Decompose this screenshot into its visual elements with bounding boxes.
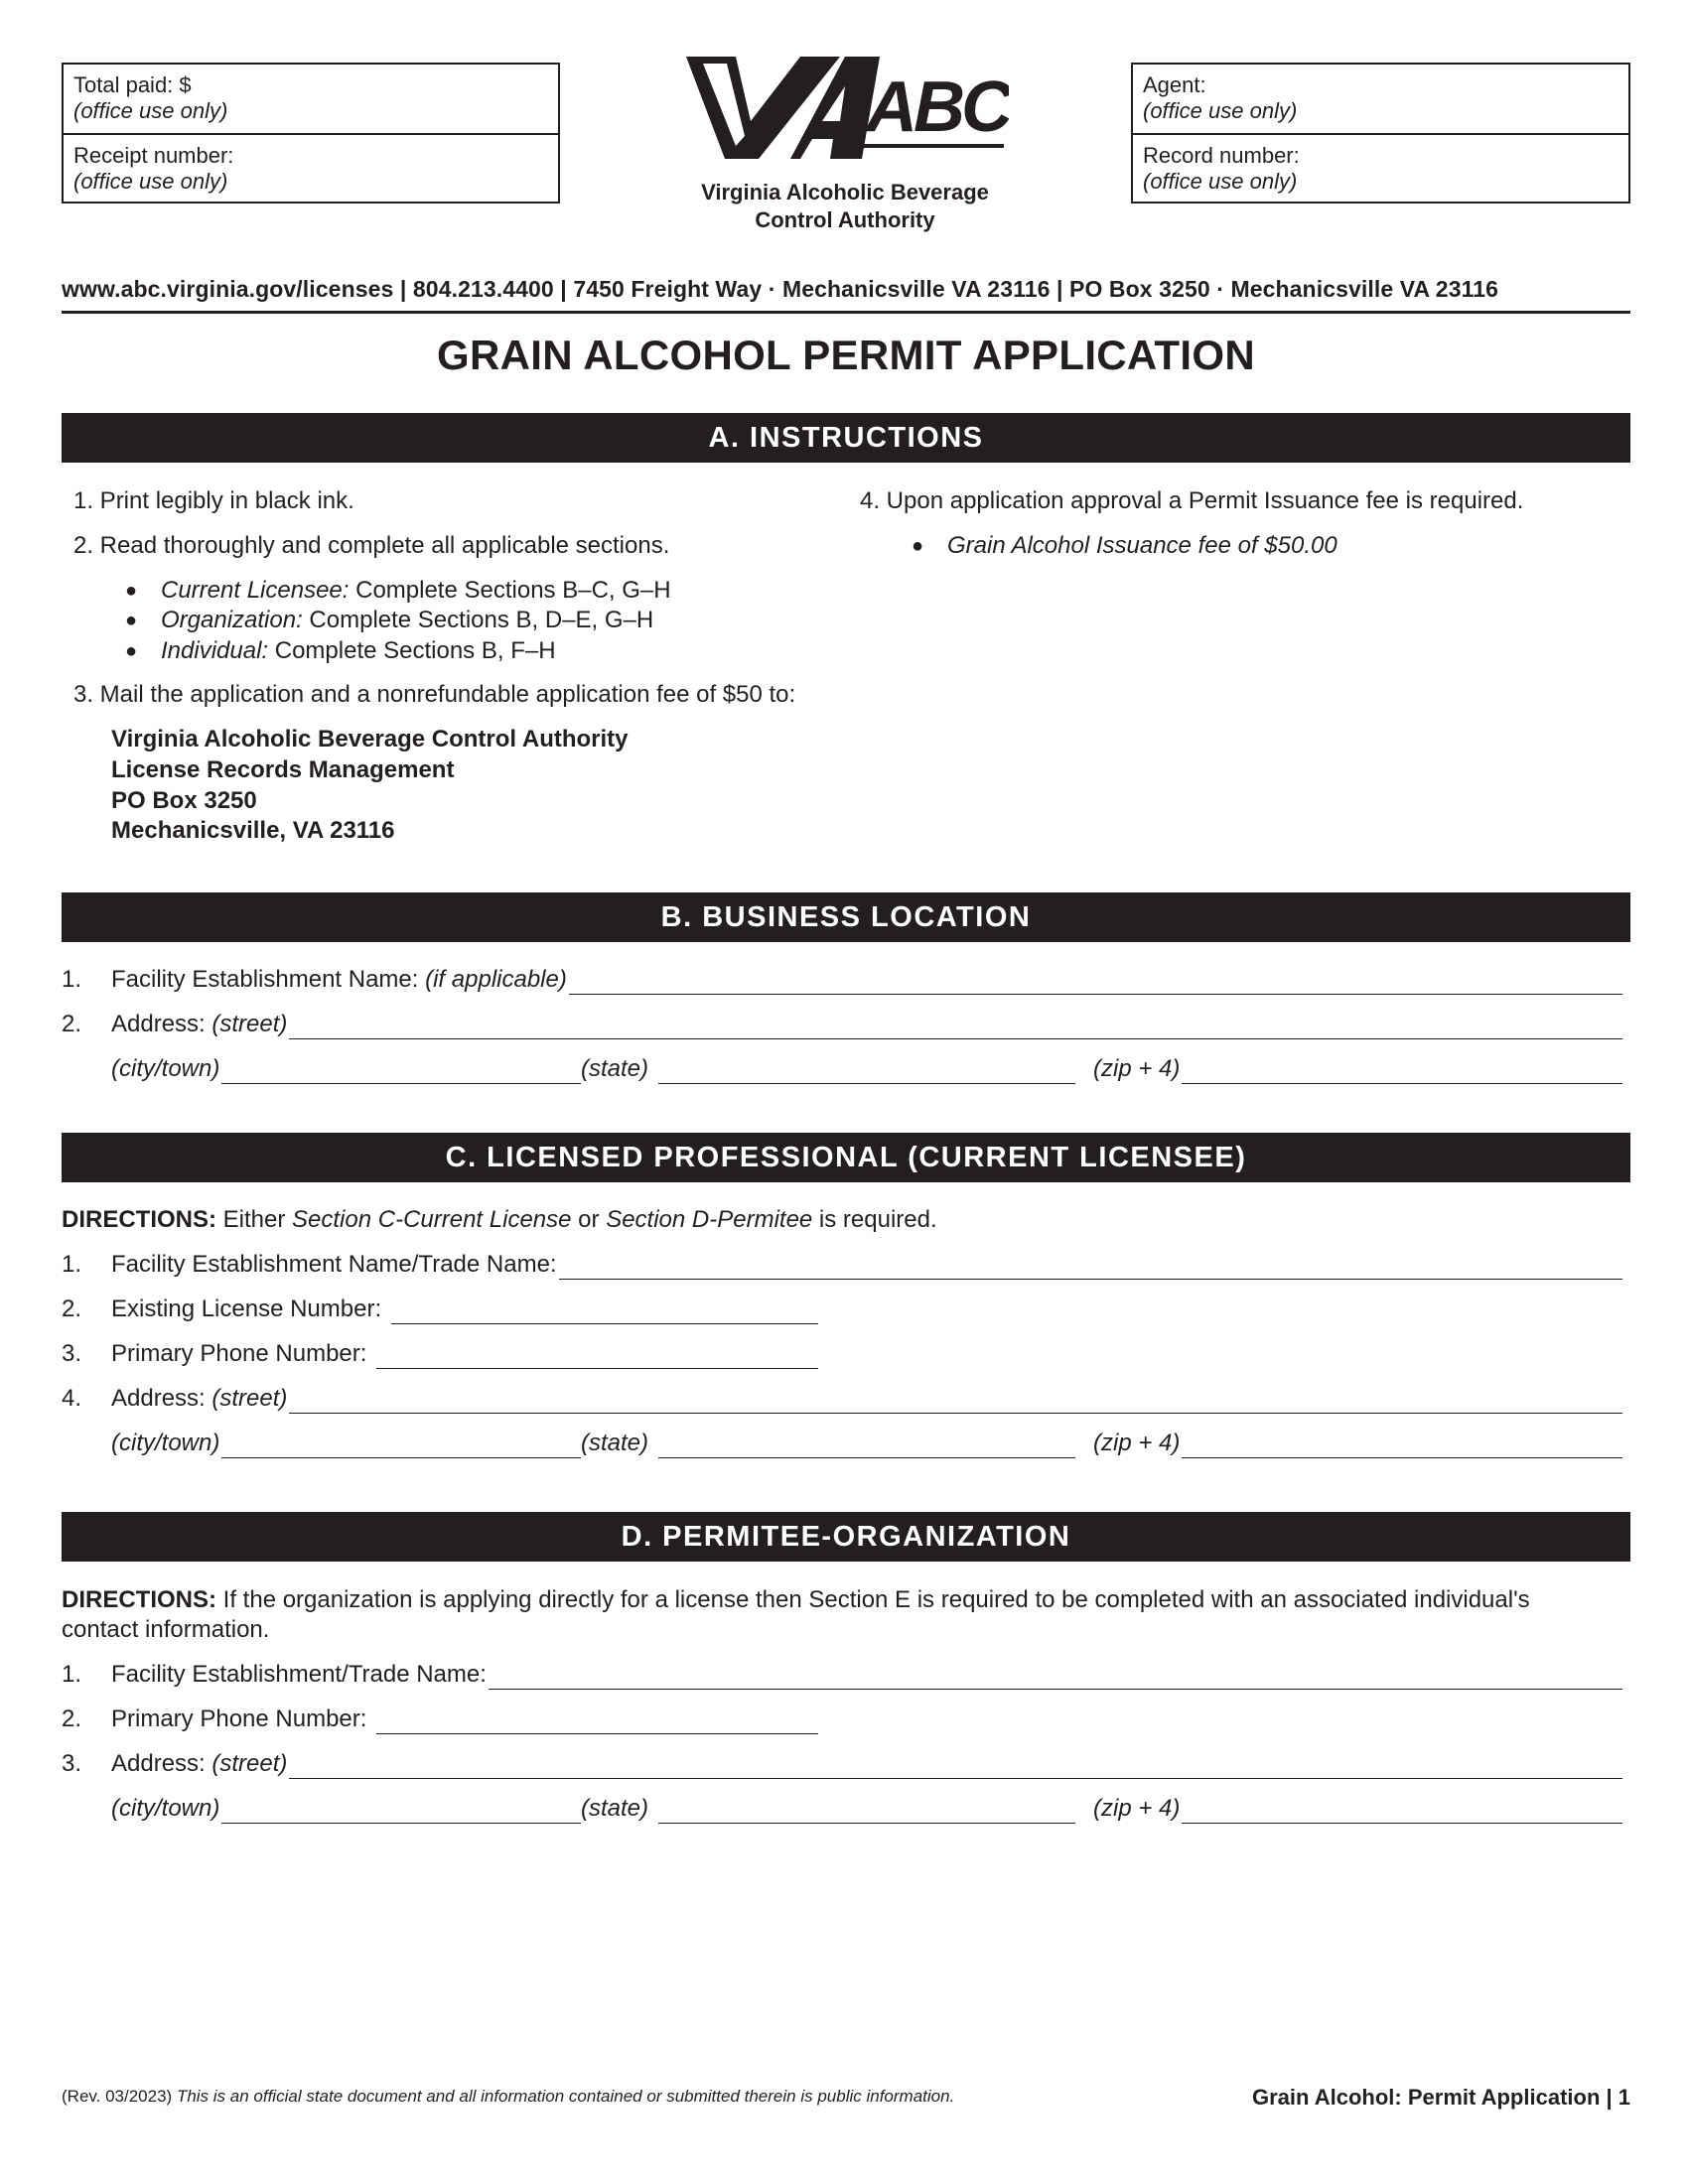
bullet-icon: ● (125, 610, 138, 631)
row-number: 3. (62, 1750, 82, 1777)
record-number-label: Record number: (1143, 143, 1300, 168)
field-label: Existing License Number: (111, 1296, 382, 1322)
field-label: Facility Establishment/Trade Name: (111, 1661, 487, 1688)
row-number: 1. (62, 966, 82, 993)
org-name-line2: Control Authority (755, 207, 935, 232)
c-directions: DIRECTIONS: Either Section C-Current License or Section D-Permitee is required. (62, 1206, 937, 1233)
contact-info-line: www.abc.virginia.gov/licenses | 804.213.4400 | 7450 Freight Way · Mechanicsville VA 23116 | PO Box 3250 · Mechanicsville VA 23116 (62, 276, 1498, 302)
d-zip-field[interactable] (1093, 1794, 1622, 1824)
field-hint: (city/town) (111, 1430, 220, 1456)
input-line[interactable] (391, 1302, 818, 1324)
mail-address-line-1: Virginia Alcoholic Beverage Control Authority (111, 726, 629, 752)
b-zip-field[interactable] (1093, 1054, 1622, 1084)
input-line[interactable] (221, 1436, 581, 1458)
b-facility-name-field[interactable] (111, 965, 1622, 995)
input-line[interactable] (221, 1062, 581, 1084)
field-hint: (if applicable) (425, 966, 567, 993)
field-label: Address: (111, 1750, 206, 1777)
field-hint: (street) (211, 1750, 288, 1777)
record-number-field[interactable] (1133, 133, 1628, 202)
page-title: GRAIN ALCOHOL PERMIT APPLICATION (437, 332, 1255, 378)
d-city-field[interactable] (111, 1794, 581, 1824)
mail-address-line-2: License Records Management (111, 756, 455, 783)
field-hint: (street) (211, 1011, 288, 1037)
office-use-note: (office use only) (73, 98, 228, 123)
issuance-fee-note: Grain Alcohol Issuance fee of $50.00 (947, 532, 1337, 559)
field-hint: (street) (211, 1385, 288, 1412)
bullet-icon: ● (125, 580, 138, 602)
instruction-item-1: 1. Print legibly in black ink. (73, 487, 354, 514)
row-number: 3. (62, 1340, 82, 1367)
office-use-note: (office use only) (1143, 169, 1298, 194)
bullet-individual: Individual: Complete Sections B, F–H (161, 637, 556, 664)
c-license-number-field[interactable] (111, 1295, 818, 1324)
bullet-organization: Organization: Complete Sections B, D–E, G–H (161, 607, 654, 633)
office-use-note: (office use only) (73, 169, 228, 194)
section-d-heading: D. PERMITEE-ORGANIZATION (62, 1512, 1630, 1562)
office-use-box-right (1131, 63, 1630, 204)
d-street-field[interactable] (111, 1749, 1622, 1779)
row-number: 2. (62, 1296, 82, 1322)
section-c-heading: C. LICENSED PROFESSIONAL (CURRENT LICENSEE) (62, 1133, 1630, 1182)
field-hint: (state) (581, 1430, 649, 1456)
row-number: 1. (62, 1661, 82, 1688)
total-paid-label: Total paid: $ (73, 72, 192, 97)
section-a-heading: A. INSTRUCTIONS (62, 413, 1630, 463)
b-city-field[interactable] (111, 1054, 581, 1084)
field-hint: (city/town) (111, 1055, 220, 1082)
org-name-line1: Virginia Alcoholic Beverage (701, 180, 989, 205)
mail-address-line-4: Mechanicsville, VA 23116 (111, 817, 395, 844)
section-b-heading: B. BUSINESS LOCATION (62, 892, 1630, 942)
agent-field[interactable] (1133, 65, 1628, 133)
receipt-number-label: Receipt number: (73, 143, 234, 168)
input-line[interactable] (221, 1802, 581, 1824)
input-line[interactable] (289, 1018, 1622, 1039)
input-line[interactable] (289, 1757, 1622, 1779)
field-hint: (zip + 4) (1093, 1055, 1181, 1082)
input-line[interactable] (569, 973, 1622, 995)
va-abc-logo-mark (681, 52, 1009, 166)
row-number: 2. (62, 1011, 82, 1037)
field-label: Facility Establishment Name: (111, 966, 419, 993)
footer-page-label: Grain Alcohol: Permit Application | 1 (1251, 2085, 1630, 2110)
input-line[interactable] (1182, 1436, 1622, 1458)
d-directions-line-2: contact information. (62, 1616, 270, 1643)
input-line[interactable] (559, 1258, 1622, 1280)
c-street-field[interactable] (111, 1384, 1622, 1414)
va-abc-logo (681, 52, 1009, 240)
d-directions-line-1: DIRECTIONS: If the organization is applying directly for a license then Section E is required to be completed with an associated individual's (62, 1586, 1530, 1613)
c-phone-field[interactable] (111, 1339, 818, 1369)
agent-label: Agent: (1143, 72, 1206, 97)
input-line[interactable] (376, 1712, 818, 1734)
row-number: 4. (62, 1385, 82, 1412)
field-label: Primary Phone Number: (111, 1706, 367, 1732)
c-zip-field[interactable] (1093, 1429, 1622, 1458)
c-facility-name-field[interactable] (111, 1250, 1622, 1280)
office-use-note: (office use only) (1143, 98, 1298, 123)
field-hint: (zip + 4) (1093, 1430, 1181, 1456)
field-label: Address: (111, 1385, 206, 1412)
svg-text:ABC: ABC (866, 68, 1009, 147)
field-label: Address: (111, 1011, 206, 1037)
mail-address-line-3: PO Box 3250 (111, 787, 257, 814)
instruction-item-4: 4. Upon application approval a Permit Issuance fee is required. (860, 487, 1524, 514)
footer-notice: (Rev. 03/2023) This is an official state document and all information contained or submitted therein is public information. (62, 2087, 955, 2106)
b-street-field[interactable] (111, 1010, 1622, 1039)
field-hint: (state) (581, 1055, 649, 1082)
field-label: Primary Phone Number: (111, 1340, 367, 1367)
d-state-field[interactable] (581, 1794, 1075, 1824)
field-hint: (state) (581, 1795, 649, 1822)
field-label: Facility Establishment Name/Trade Name: (111, 1251, 557, 1278)
bullet-icon: ● (912, 535, 924, 557)
total-paid-field[interactable] (64, 65, 558, 133)
c-state-field[interactable] (581, 1429, 1075, 1458)
office-use-box-left (62, 63, 560, 204)
row-number: 1. (62, 1251, 82, 1278)
input-line[interactable] (289, 1392, 1622, 1414)
input-line[interactable] (658, 1436, 1075, 1458)
instruction-item-3: 3. Mail the application and a nonrefundable application fee of $50 to: (73, 681, 796, 708)
input-line[interactable] (376, 1347, 818, 1369)
input-line[interactable] (1182, 1062, 1622, 1084)
b-state-field[interactable] (581, 1054, 1075, 1084)
row-number: 2. (62, 1706, 82, 1732)
field-hint: (zip + 4) (1093, 1795, 1181, 1822)
input-line[interactable] (489, 1668, 1622, 1690)
input-line[interactable] (1182, 1802, 1622, 1824)
field-hint: (city/town) (111, 1795, 220, 1822)
receipt-number-field[interactable] (64, 133, 558, 202)
d-trade-name-field[interactable] (111, 1660, 1622, 1690)
bullet-icon: ● (125, 640, 138, 662)
header-divider (62, 311, 1630, 314)
instruction-item-2: 2. Read thoroughly and complete all applicable sections. (73, 532, 670, 559)
d-phone-field[interactable] (111, 1705, 818, 1734)
bullet-current-licensee: Current Licensee: Complete Sections B–C, G–H (161, 577, 671, 604)
input-line[interactable] (658, 1802, 1075, 1824)
input-line[interactable] (658, 1062, 1075, 1084)
c-city-field[interactable] (111, 1429, 581, 1458)
